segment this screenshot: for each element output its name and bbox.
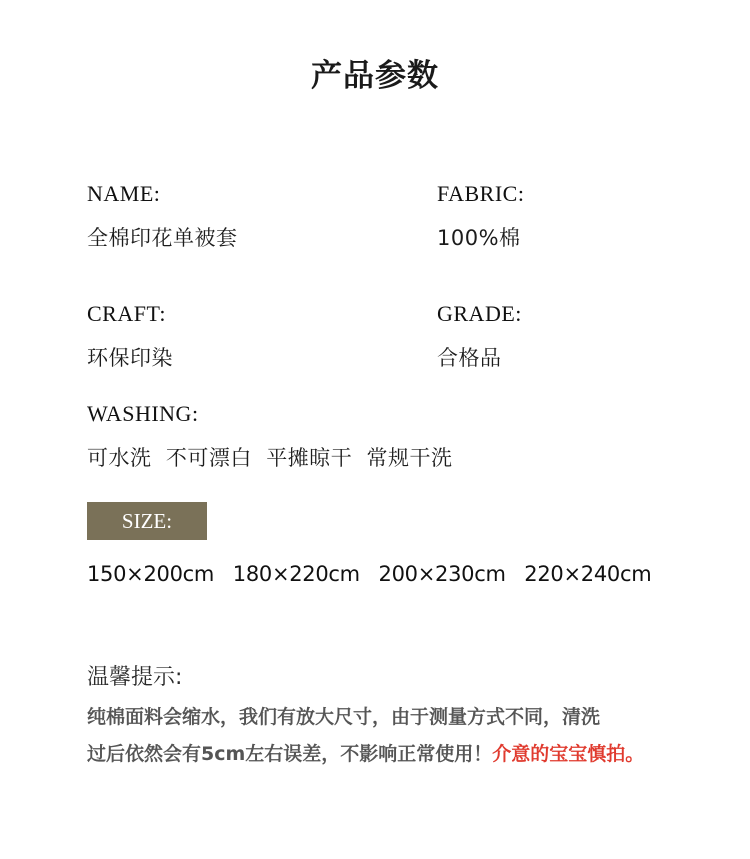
size-badge: SIZE: (87, 502, 207, 540)
tips-heading: 温馨提示: (87, 665, 183, 690)
craft-value: 环保印染 (87, 346, 173, 370)
tips-line-2-text: 过后依然会有5cm左右误差，不影响正常使用！ (87, 743, 493, 765)
size-option: 150×200cm (87, 562, 215, 586)
size-option: 220×240cm (524, 562, 652, 586)
grade-value: 合格品 (437, 346, 502, 370)
washing-value: 可水洗 不可漂白 平摊晾干 常规干洗 (87, 446, 453, 470)
page-title: 产品参数 (311, 58, 439, 94)
washing-label: WASHING: (87, 401, 199, 426)
tips-line-1: 纯棉面料会缩水，我们有放大尺寸，由于测量方式不同，清洗 (87, 706, 601, 728)
fabric-value: 100%棉 (437, 226, 521, 250)
tips-line-2 (87, 739, 644, 766)
size-option: 180×220cm (232, 562, 360, 586)
name-value: 全棉印花单被套 (87, 226, 238, 250)
craft-label: CRAFT: (87, 301, 166, 326)
tips-alert-text: 介意的宝宝慎拍。 (492, 743, 645, 765)
name-label: NAME: (87, 181, 161, 206)
fabric-label: FABRIC: (437, 181, 525, 206)
size-option: 200×230cm (378, 562, 506, 586)
size-list (87, 562, 663, 586)
grade-label: GRADE: (437, 301, 522, 326)
